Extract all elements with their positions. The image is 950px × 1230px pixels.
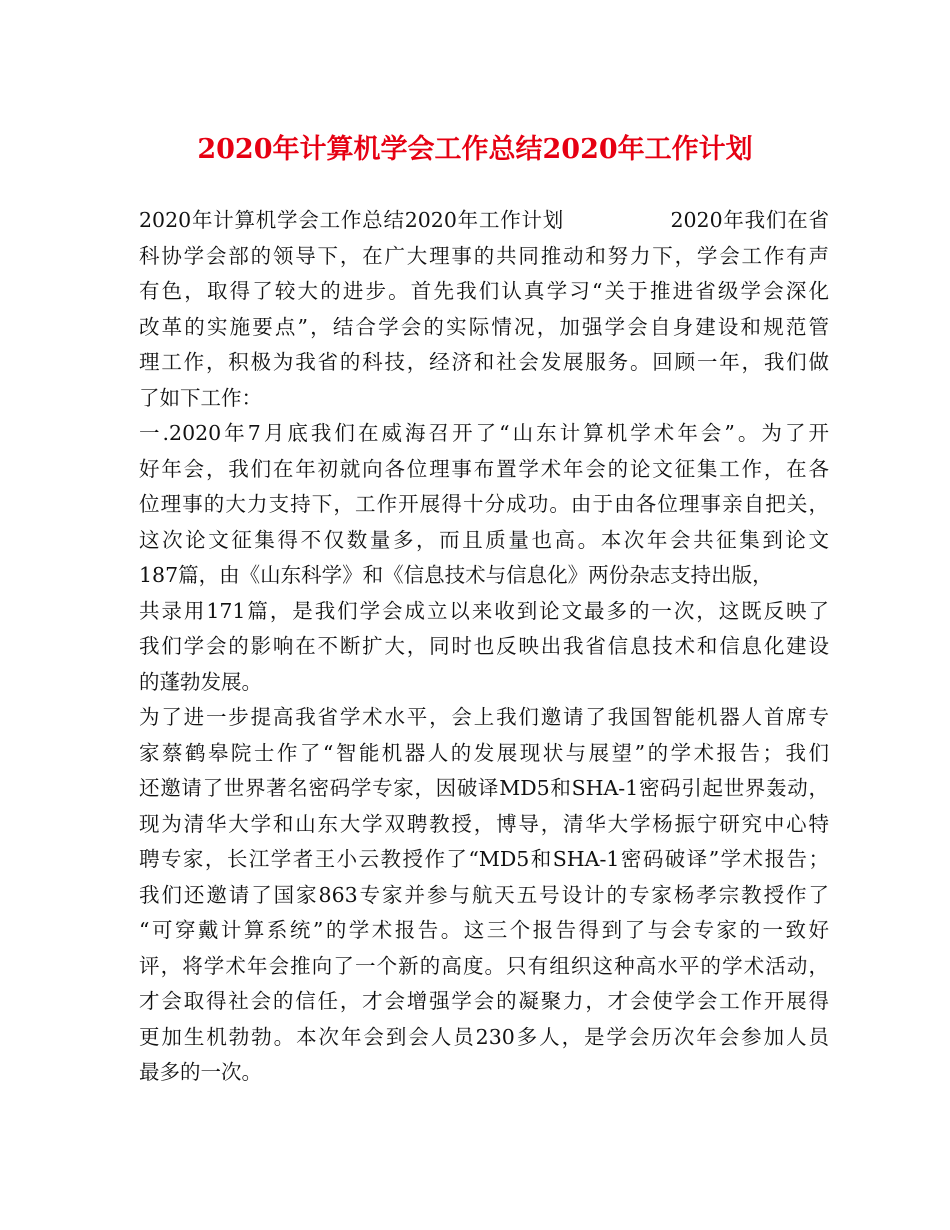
body-line: “可穿戴计算系统”的学术报告。这三个报告得到了与会专家的一致好: [139, 918, 829, 942]
body-line: 改革的实施要点”，结合学会的实际情况，加强学会自身建设和规范管: [139, 314, 829, 339]
body-line: 聘专家，长江学者王小云教授作了“MD5和SHA-1密码破译”学术报告；: [139, 847, 829, 871]
body-line: 现为清华大学和山东大学双聘教授，博导，清华大学杨振宁研究中心特: [139, 811, 829, 836]
body-line: 更加生机勃勃。本次年会到会人员230多人，是学会历次年会参加人员: [139, 1024, 829, 1049]
body-line: 还邀请了世界著名密码学专家，因破译MD5和SHA-1密码引起世界轰动，: [139, 776, 829, 800]
body-line: 好年会，我们在年初就向各位理事布置学术年会的论文征集工作，在各: [139, 456, 829, 481]
body-line: 才会取得社会的信任，才会增强学会的凝聚力，才会使学会工作开展得: [139, 989, 829, 1013]
body-line: 评，将学术年会推向了一个新的高度。只有组织这种高水平的学术活动，: [139, 953, 829, 978]
body-line: 有色，取得了较大的进步。首先我们认真学习“关于推进省级学会深化: [139, 279, 829, 303]
body-line: 最多的一次。: [139, 1060, 262, 1084]
body-line: 共录用171篇，是我们学会成立以来收到论文最多的一次，这既反映了: [139, 598, 829, 623]
body-line: 2020年计算机学会工作总结2020年工作计划 2020年我们在省: [139, 208, 829, 232]
body-line: 理工作，积极为我省的科技，经济和社会发展服务。回顾一年，我们做: [139, 350, 829, 374]
body-line: 我们还邀请了国家863专家并参与航天五号设计的专家杨孝宗教授作了: [139, 882, 829, 907]
body-line: 的蓬勃发展。: [139, 669, 262, 694]
body-line: 187篇，由《山东科学》和《信息技术与信息化》两份杂志支持出版，: [139, 563, 773, 587]
body-line: 为了进一步提高我省学术水平，会上我们邀请了我国智能机器人首席专: [139, 705, 829, 729]
document-body: [139, 203, 829, 1091]
body-line: 这次论文征集得不仅数量多，而且质量也高。本次年会共征集到论文: [139, 527, 829, 552]
body-line: 我们学会的影响在不断扩大，同时也反映出我省信息技术和信息化建设: [139, 634, 829, 658]
body-line: 科协学会部的领导下，在广大理事的共同推动和努力下，学会工作有声: [139, 243, 829, 268]
body-line: 位理事的大力支持下，工作开展得十分成功。由于由各位理事亲自把关，: [139, 492, 829, 516]
document-title: 2020年计算机学会工作总结2020年工作计划: [197, 134, 753, 165]
body-line: 一.2020年7月底我们在威海召开了“山东计算机学术年会”。为了开: [139, 421, 829, 445]
body-line: 家蔡鹤皋院士作了“智能机器人的发展现状与展望”的学术报告；我们: [139, 740, 829, 765]
body-line: 了如下工作：: [139, 385, 262, 410]
